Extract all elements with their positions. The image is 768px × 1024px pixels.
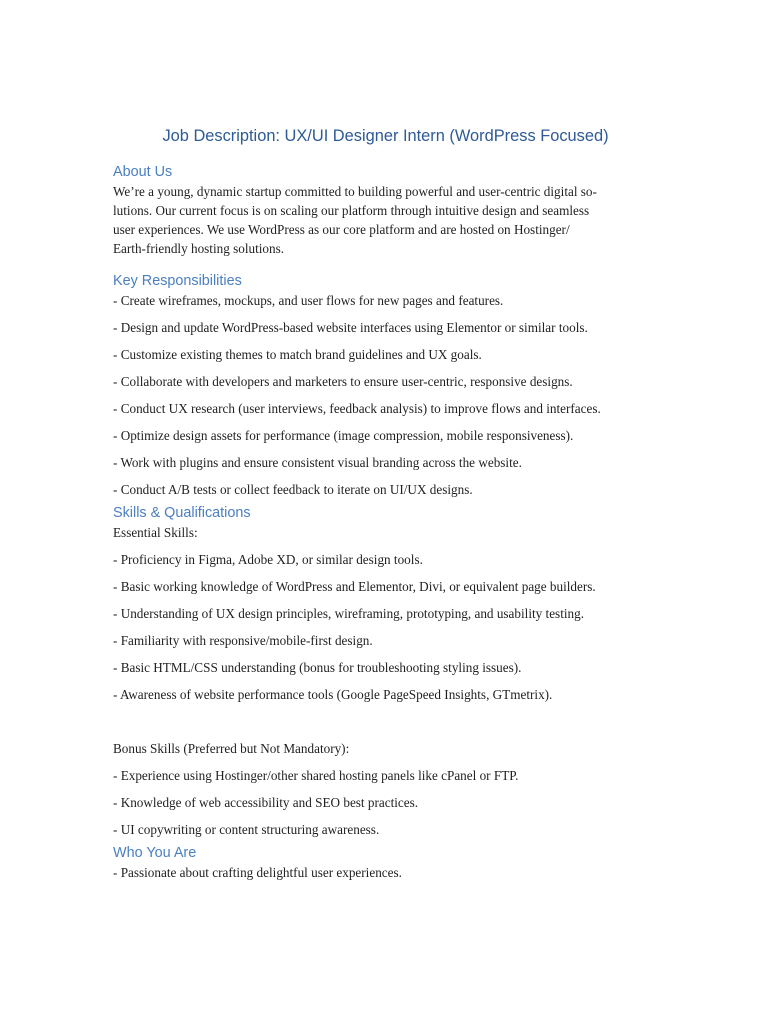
section-heading-skills: Skills & Qualifications	[113, 505, 251, 521]
bonus-skill-item: - UI copywriting or content structuring awareness.	[113, 822, 380, 837]
essential-skill-item: - Awareness of website performance tools (Google PageSpeed Insights, GTmetrix).	[113, 687, 553, 702]
who-item: - Passionate about crafting delightful user experiences.	[113, 865, 402, 880]
essential-skill-item: - Basic working knowledge of WordPress and Elementor, Divi, or equivalent page builders.	[113, 579, 596, 594]
responsibility-item: - Collaborate with developers and marketers to ensure user-centric, responsive designs.	[113, 374, 573, 389]
about-line: lutions. Our current focus is on scaling our platform through intuitive design and seamless	[113, 203, 590, 218]
section-heading-about: About Us	[113, 164, 173, 180]
responsibility-item: - Create wireframes, mockups, and user flows for new pages and features.	[113, 293, 504, 308]
document-page	[113, 124, 658, 890]
essential-skill-item: - Understanding of UX design principles, wireframing, prototyping, and usability testing.	[113, 606, 585, 621]
responsibility-item: - Conduct A/B tests or collect feedback to iterate on UI/UX designs.	[113, 482, 473, 497]
document-title: Job Description: UX/UI Designer Intern (WordPress Focused)	[162, 127, 609, 145]
about-line: user experiences. We use WordPress as our core platform and are hosted on Hostinger/	[113, 222, 570, 237]
responsibility-item: - Customize existing themes to match brand guidelines and UX goals.	[113, 347, 482, 362]
essential-skill-item: - Proficiency in Figma, Adobe XD, or similar design tools.	[113, 552, 423, 567]
essential-skill-item: - Familiarity with responsive/mobile-first design.	[113, 633, 373, 648]
about-line: Earth-friendly hosting solutions.	[113, 241, 285, 256]
bonus-skill-item: - Knowledge of web accessibility and SEO best practices.	[113, 795, 419, 810]
responsibility-item: - Design and update WordPress-based website interfaces using Elementor or similar tools.	[113, 320, 588, 335]
responsibility-item: - Optimize design assets for performance (image compression, mobile responsiveness).	[113, 428, 574, 443]
bonus-skill-item: - Experience using Hostinger/other shared hosting panels like cPanel or FTP.	[113, 768, 519, 783]
responsibility-item: - Conduct UX research (user interviews, feedback analysis) to improve flows and interfaces.	[113, 401, 601, 416]
essential-skill-item: - Basic HTML/CSS understanding (bonus for troubleshooting styling issues).	[113, 660, 522, 675]
section-heading-responsibilities: Key Responsibilities	[113, 273, 242, 289]
section-heading-who: Who You Are	[113, 845, 197, 861]
bonus-skills-label: Bonus Skills (Preferred but Not Mandatory):	[113, 741, 350, 756]
about-paragraph	[113, 182, 658, 258]
about-line: We’re a young, dynamic startup committed to building powerful and user-centric digital so-	[113, 184, 597, 199]
responsibility-item: - Work with plugins and ensure consistent visual branding across the website.	[113, 455, 522, 470]
essential-skills-label: Essential Skills:	[113, 525, 198, 540]
